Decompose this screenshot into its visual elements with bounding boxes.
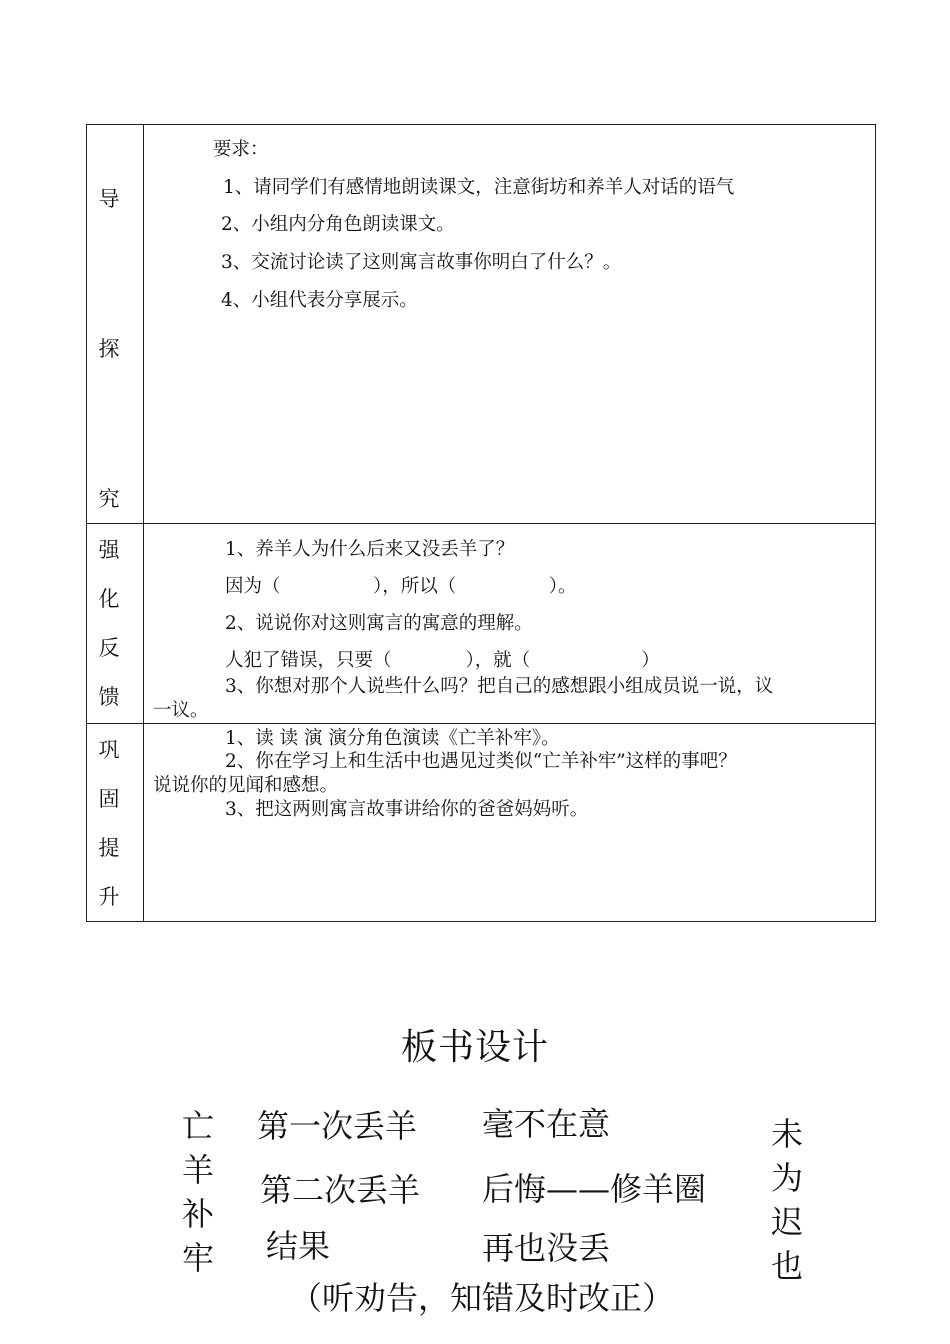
row-label-char: 强	[98, 538, 120, 562]
requirement-item: 1、请同学们有感情地朗读课文，注意街坊和养羊人对话的语气	[223, 177, 735, 198]
board-row-right: 后悔——修羊圈	[482, 1170, 707, 1208]
fill-in-blank: 因为（ ），所以（ ）。	[225, 576, 577, 597]
board-right-vertical-char: 为	[770, 1159, 803, 1197]
consolidation-item: 3、把这两则寓言故事讲给你的爸爸妈妈听。	[225, 799, 589, 820]
row-label-char: 提	[98, 836, 120, 860]
row-label-char: 馈	[98, 685, 120, 709]
board-left-vertical-char: 羊	[181, 1151, 214, 1189]
consolidation-item: 1、读 读 演 演分角色演读《亡羊补牢》。	[225, 728, 560, 749]
row-label-char: 巩	[98, 738, 120, 762]
requirement-item: 3、交流讨论读了这则寓言故事你明白了什么？。	[221, 252, 622, 273]
row-label-char: 固	[98, 787, 120, 811]
feedback-item: 3、你想对那个人说些什么吗？把自己的感想跟小组成员说一说，议	[225, 676, 774, 697]
board-left-vertical-char: 补	[181, 1195, 214, 1233]
row-label-char: 导	[98, 187, 120, 211]
board-right-vertical-char: 也	[770, 1247, 803, 1285]
row-label-char: 升	[98, 885, 120, 909]
consolidation-item: 2、你在学习上和生活中也遇见过类似“亡羊补牢”这样的事吧？	[225, 751, 737, 772]
board-right-vertical-char: 未	[770, 1115, 803, 1153]
board-row-left: 第二次丢羊	[260, 1171, 421, 1209]
board-right-vertical-char: 迟	[770, 1203, 803, 1241]
feedback-item-continuation: 一议。	[153, 700, 209, 721]
requirements-heading: 要求：	[213, 139, 269, 160]
board-row-left: 结果	[266, 1227, 331, 1265]
requirement-item: 2、小组内分角色朗读课文。	[221, 214, 455, 235]
board-row-left: 第一次丢羊	[257, 1107, 418, 1145]
feedback-item: 1、养羊人为什么后来又没丢羊了？	[225, 539, 515, 560]
board-left-vertical-char: 牢	[181, 1239, 214, 1277]
board-footer-note: （听劝告，知错及时改正）	[290, 1279, 675, 1317]
board-row-right: 毫不在意	[482, 1105, 611, 1143]
board-design-title: 板书设计	[400, 1027, 549, 1068]
fill-in-blank: 人犯了错误，只要（ ），就（ ）	[225, 650, 660, 671]
row-label-char: 究	[98, 487, 120, 511]
row-label-char: 反	[98, 636, 120, 660]
requirement-item: 4、小组代表分享展示。	[221, 290, 418, 311]
consolidation-item-continuation: 说说你的见闻和感想。	[153, 775, 339, 796]
board-row-right: 再也没丢	[482, 1229, 611, 1267]
row-label-char: 化	[98, 587, 120, 611]
row-label-char: 探	[98, 337, 120, 361]
board-left-vertical-char: 亡	[181, 1107, 214, 1145]
feedback-item: 2、说说你对这则寓言的寓意的理解。	[225, 613, 533, 634]
